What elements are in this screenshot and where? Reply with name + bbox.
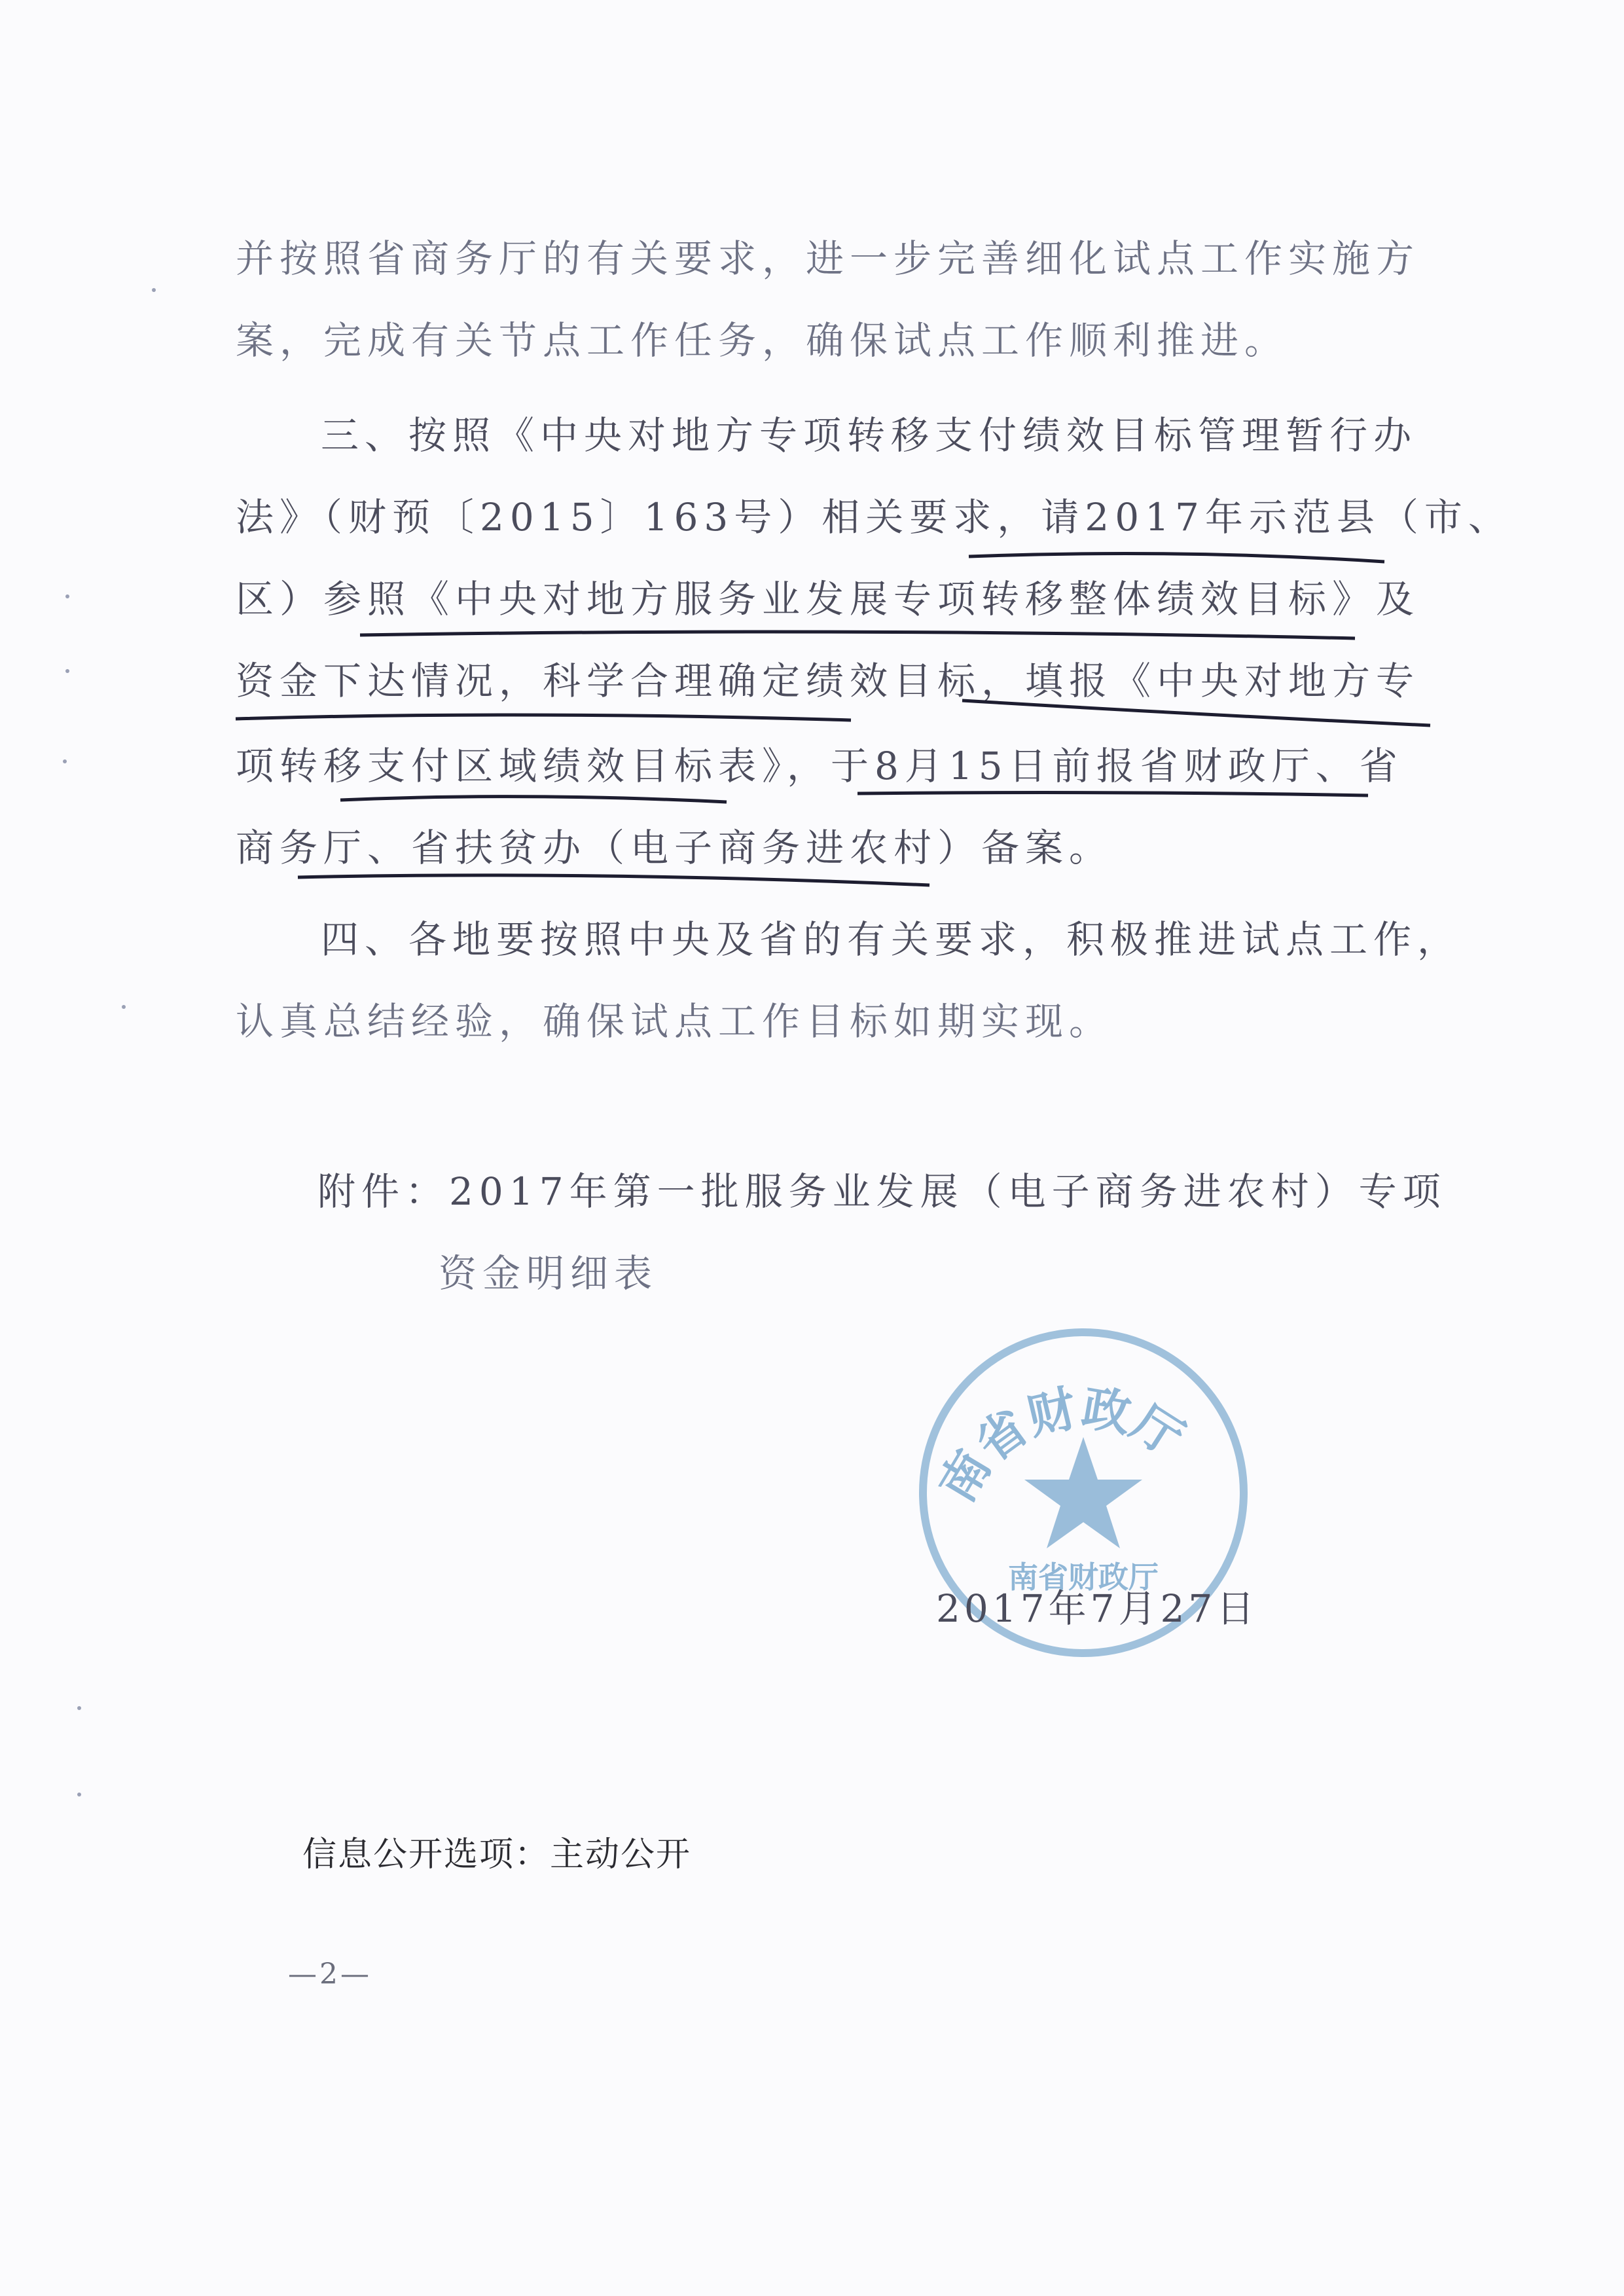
attachment-line-1: 附件：2017年第一批服务业发展（电子商务进农村）专项 xyxy=(317,1169,1447,1214)
scan-speck xyxy=(77,1706,81,1710)
scan-speck xyxy=(77,1793,81,1796)
body-line-2: 案，完成有关节点工作任务，确保试点工作顺利推进。 xyxy=(236,318,1289,363)
scan-speck xyxy=(152,288,156,292)
scan-speck xyxy=(122,1005,126,1009)
scan-speck xyxy=(63,759,67,763)
body-line-4: 法》（财预〔2015〕163号）相关要求，请2017年示范县（市、 xyxy=(236,495,1512,539)
page-number: —2— xyxy=(288,1958,372,1991)
body-line-8: 商务厅、省扶贫办（电子商务进农村）备案。 xyxy=(236,826,1113,870)
seal-ring-text: 南省财政厅 xyxy=(928,1379,1193,1512)
scan-speck xyxy=(65,594,69,598)
document-date: 2017年7月27日 xyxy=(936,1586,1259,1631)
body-line-9: 四、各地要按照中央及省的有关要求，积极推进试点工作， xyxy=(321,917,1462,962)
body-line-3: 三、按照《中央对地方专项转移支付绩效目标管理暂行办 xyxy=(321,413,1418,458)
body-line-10: 认真总结经验，确保试点工作目标如期实现。 xyxy=(236,999,1113,1044)
body-line-5: 区）参照《中央对地方服务业发展专项转移整体绩效目标》及 xyxy=(236,577,1420,621)
body-line-6: 资金下达情况，科学合理确定绩效目标，填报《中央对地方专 xyxy=(236,659,1420,703)
body-line-7: 项转移支付区域绩效目标表》，于8月15日前报省财政厅、省 xyxy=(236,744,1403,788)
body-line-1: 并按照省商务厅的有关要求，进一步完善细化试点工作实施方 xyxy=(236,236,1420,281)
seal-inner-text: 南省财政厅 xyxy=(1008,1559,1159,1595)
attachment-line-2: 资金明细表 xyxy=(439,1251,659,1296)
disclosure-option: 信息公开选项：主动公开 xyxy=(302,1835,692,1874)
scan-speck xyxy=(65,669,69,673)
seal-star-icon xyxy=(1024,1437,1142,1548)
